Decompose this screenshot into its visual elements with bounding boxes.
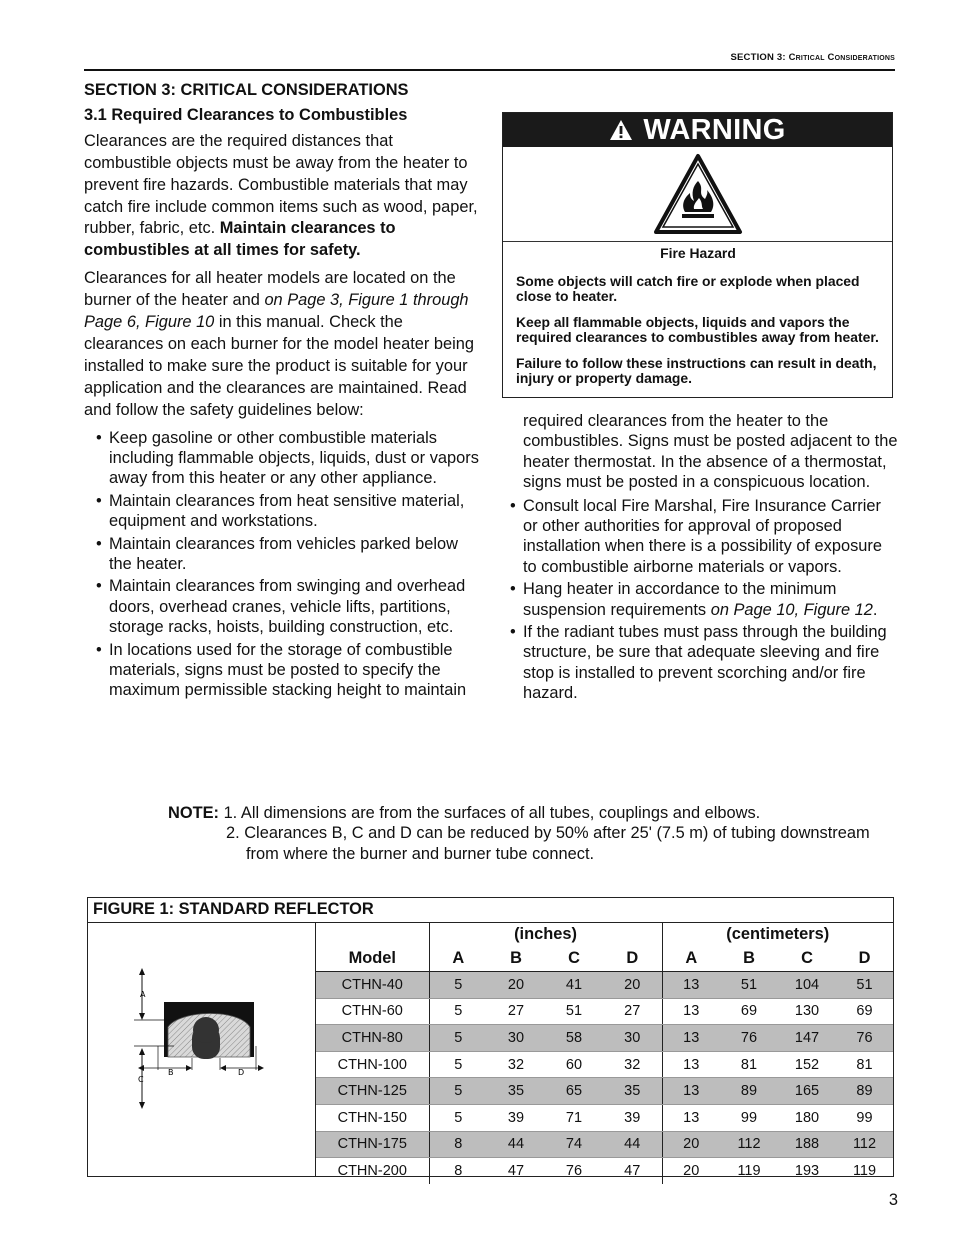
list-item: • Maintain clearances from swinging and overhead doors, overhead cranes, vehicle lifts, partitions, storage racks, hoists, building construction, etc. — [96, 576, 484, 637]
dimension-cell: 112 — [836, 1131, 893, 1158]
dimension-cell: 39 — [603, 1104, 662, 1131]
column-header-model: Model — [316, 946, 429, 972]
warning-text-1: Some objects will catch fire or explode when placed close to heater. — [516, 273, 860, 304]
warning-title: WARNING — [643, 113, 786, 146]
clearance-table-body — [316, 972, 893, 1184]
dimension-cell: 81 — [720, 1051, 778, 1078]
list-item — [510, 579, 900, 620]
page-number: 3 — [888, 1191, 898, 1209]
subsection-title: 3.1 Required Clearances to Combustibles — [84, 105, 408, 124]
warning-body — [503, 242, 892, 386]
running-header — [84, 52, 895, 71]
dimension-cell: 30 — [487, 1025, 545, 1052]
dimension-cell: 44 — [603, 1131, 662, 1158]
dimension-cell: 32 — [487, 1051, 545, 1078]
dimension-cell: 47 — [624, 1162, 641, 1179]
left-column — [84, 80, 484, 703]
dimension-cell: 20 — [662, 1158, 720, 1184]
dimension-cell: 20 — [487, 972, 545, 999]
figure-standard-reflector — [87, 897, 894, 1177]
dimension-cell: 58 — [545, 1025, 603, 1052]
dim-label-b: B — [168, 1068, 174, 1077]
table-row — [316, 1104, 893, 1131]
table-row — [316, 1025, 893, 1052]
running-header-title: Critical Considerations — [788, 52, 895, 63]
dimension-cell: 51 — [545, 998, 603, 1025]
dimension-note — [168, 803, 898, 864]
model-cell: CTHN-150 — [316, 1104, 429, 1131]
dimension-cell: 130 — [778, 998, 836, 1025]
column-header-a-cm: A — [662, 946, 720, 972]
para2-a: Clearances for all heater models are located on the burner of the heater and — [84, 269, 456, 310]
dimension-cell: 60 — [545, 1051, 603, 1078]
dimension-cell: 147 — [778, 1025, 836, 1052]
dimension-cell: 152 — [778, 1051, 836, 1078]
warning-triangle-icon — [609, 119, 633, 141]
dimension-cell: 112 — [720, 1131, 778, 1158]
dimension-cell: 119 — [737, 1162, 761, 1179]
dimension-cell: 13 — [662, 1025, 720, 1052]
note-line-1-text: 1. All dimensions are from the surfaces of all tubes, couplings and elbows. — [223, 804, 761, 822]
safety-guidelines-list-continued — [510, 496, 900, 704]
dimension-cell: 69 — [836, 998, 893, 1025]
dimension-cell: 71 — [545, 1104, 603, 1131]
dimension-cell: 76 — [720, 1025, 778, 1052]
right-column — [510, 411, 900, 706]
dimension-cell: 20 — [662, 1131, 720, 1158]
bullet2-b: . — [872, 600, 878, 619]
dimension-cell: 27 — [487, 998, 545, 1025]
dimension-cell: 188 — [778, 1131, 836, 1158]
list-item: • If the radiant tubes must pass through the building structure, be sure that adequate sleeving and fire stop is installed to prevent scorching and/or fire hazard. — [510, 622, 900, 704]
dimension-cell: 5 — [429, 1051, 487, 1078]
hazard-type: Fire Hazard — [660, 245, 736, 261]
dimension-cell: 165 — [778, 1078, 836, 1105]
para1-text: Clearances are the required distances that combustible objects must be away from the heater to prevent fire hazards. Combustible materials that may catch fire include common items such as wood, paper, rubber, fabric, etc. — [84, 131, 478, 238]
model-cell: CTHN-60 — [316, 998, 429, 1025]
note-line-1 — [168, 803, 898, 823]
clearances-location-paragraph — [84, 268, 484, 421]
dimension-cell: 35 — [487, 1078, 545, 1105]
dimension-cell: 193 — [794, 1162, 820, 1179]
dimension-cell: 5 — [429, 1104, 487, 1131]
table-row — [316, 1051, 893, 1078]
dimension-cell: 20 — [603, 972, 662, 999]
dimension-cell: 99 — [720, 1104, 778, 1131]
model-cell: CTHN-200 — [337, 1162, 407, 1179]
table-row — [316, 1131, 893, 1158]
dimension-cell: 41 — [545, 972, 603, 999]
dimension-cell: 5 — [429, 998, 487, 1025]
warning-text-2: Keep all flammable objects, liquids and vapors the required clearances to combustibles away from heater. — [516, 314, 879, 345]
dimension-cell: 51 — [836, 972, 893, 999]
column-header-d-cm: D — [836, 946, 893, 972]
dimension-cell: 5 — [429, 1078, 487, 1105]
bullet2-a: Hang heater in accordance to the minimum suspension requirements — [523, 580, 837, 619]
column-header-b-cm: B — [720, 946, 778, 972]
clearances-intro-paragraph — [84, 131, 484, 262]
column-header-a-in: A — [429, 946, 487, 972]
model-cell: CTHN-40 — [316, 972, 429, 999]
dimension-cell: 30 — [603, 1025, 662, 1052]
dimension-cell: 13 — [662, 1078, 720, 1105]
column-header-c-in: C — [545, 946, 603, 972]
dimension-cell: 47 — [507, 1162, 525, 1179]
list-item: • Consult local Fire Marshal, Fire Insurance Carrier or other authorities for approval of proposed installation when there is a possibility of exposure to combustible airborne materials or vapors. — [510, 496, 900, 578]
warning-text-3: Failure to follow these instructions can result in death, injury or property damage. — [516, 355, 877, 386]
dimension-cell: 99 — [836, 1104, 893, 1131]
reflector-clearance-diagram — [88, 922, 316, 1176]
dimension-cell: 51 — [720, 972, 778, 999]
dim-label-d: D — [238, 1068, 245, 1077]
bullet-continuation: required clearances from the heater to the combustibles. Signs must be posted adjacent to the heater thermostat. In the absence of a thermostat, signs must be posted in a conspicuous location. — [523, 412, 898, 492]
dimension-cell: 69 — [720, 998, 778, 1025]
table-row — [316, 998, 893, 1025]
table-row — [316, 972, 893, 999]
group-header-centimeters: (centimeters) — [662, 922, 893, 946]
dimension-cell: 13 — [662, 1051, 720, 1078]
para2-figure-ref: on Page 3, Figure 1 through Page 6, Figure 10 — [84, 291, 469, 332]
dimension-cell: 89 — [720, 1078, 778, 1105]
dimension-cell: 8 — [429, 1131, 487, 1158]
dimension-cell: 81 — [836, 1051, 893, 1078]
dimension-cell: 76 — [565, 1162, 583, 1179]
dimension-cell: 89 — [836, 1078, 893, 1105]
para2-b: in this manual. Check the clearances on each burner for the model heater being installed to make sure the product is suitable for your application and the clearances are maintained. Read and follow the safety guidelines below: — [84, 313, 474, 419]
dimension-cell: 104 — [778, 972, 836, 999]
model-cell: CTHN-175 — [316, 1131, 429, 1158]
dimension-cell: 5 — [429, 972, 487, 999]
dimension-cell: 76 — [836, 1025, 893, 1052]
column-header-c-cm: C — [778, 946, 836, 972]
reflector-diagram-icon — [88, 922, 316, 1176]
note-label: NOTE: — [168, 804, 219, 822]
table-row — [316, 1158, 893, 1184]
list-item: • In locations used for the storage of combustible materials, signs must be posted to specify the maximum permissible stacking height to maintain — [96, 640, 484, 701]
column-header-b-in: B — [487, 946, 545, 972]
dimension-cell: 35 — [603, 1078, 662, 1105]
dimension-cell: 5 — [429, 1025, 487, 1052]
dimension-cell: 39 — [487, 1104, 545, 1131]
model-cell: CTHN-80 — [316, 1025, 429, 1052]
flame-icon — [653, 153, 743, 235]
dimension-cell: 119 — [852, 1162, 877, 1179]
bullet2-figure-ref: on Page 10, Figure 12 — [710, 600, 873, 619]
dimension-cell: 32 — [603, 1051, 662, 1078]
dimension-cell: 65 — [545, 1078, 603, 1105]
figure-title: FIGURE 1: STANDARD REFLECTOR — [88, 898, 893, 923]
dimension-cell: 44 — [487, 1131, 545, 1158]
dimension-cell: 13 — [662, 998, 720, 1025]
dimension-cell: 8 — [429, 1158, 487, 1184]
warning-box — [502, 112, 893, 398]
safety-guidelines-list — [84, 428, 484, 701]
warning-header — [503, 113, 892, 147]
para1-bold: Maintain clearances to combustibles at all times for safety. — [84, 219, 396, 260]
running-header-section: SECTION 3: — [730, 52, 786, 63]
group-header-blank — [316, 922, 429, 946]
dimension-cell: 27 — [603, 998, 662, 1025]
table-row — [316, 1078, 893, 1105]
column-header-d-in: D — [603, 946, 662, 972]
dimension-cell: 13 — [662, 1104, 720, 1131]
list-item: • Keep gasoline or other combustible materials including flammable objects, liquids, dust or vapors away from this heater or any other appliance. — [96, 428, 484, 489]
list-item: • Maintain clearances from heat sensitive material, equipment and workstations. — [96, 491, 484, 532]
clearance-table — [316, 922, 893, 1184]
dimension-cell: 74 — [545, 1131, 603, 1158]
dimension-cell: 180 — [778, 1104, 836, 1131]
fire-hazard-symbol — [503, 147, 892, 242]
section-title: SECTION 3: CRITICAL CONSIDERATIONS — [84, 81, 409, 99]
list-item: • Maintain clearances from vehicles parked below the heater. — [96, 534, 484, 575]
model-cell: CTHN-100 — [316, 1051, 429, 1078]
note-line-2: 2. Clearances B, C and D can be reduced by 50% after 25' (7.5 m) of tubing downstream — [226, 824, 870, 843]
group-header-inches: (inches) — [429, 922, 662, 946]
note-line-2-cont: from where the burner and burner tube connect. — [246, 844, 595, 863]
dim-label-a: A — [140, 990, 146, 999]
model-cell: CTHN-125 — [316, 1078, 429, 1105]
dimension-cell: 13 — [662, 972, 720, 999]
dim-label-c: C — [138, 1075, 144, 1084]
